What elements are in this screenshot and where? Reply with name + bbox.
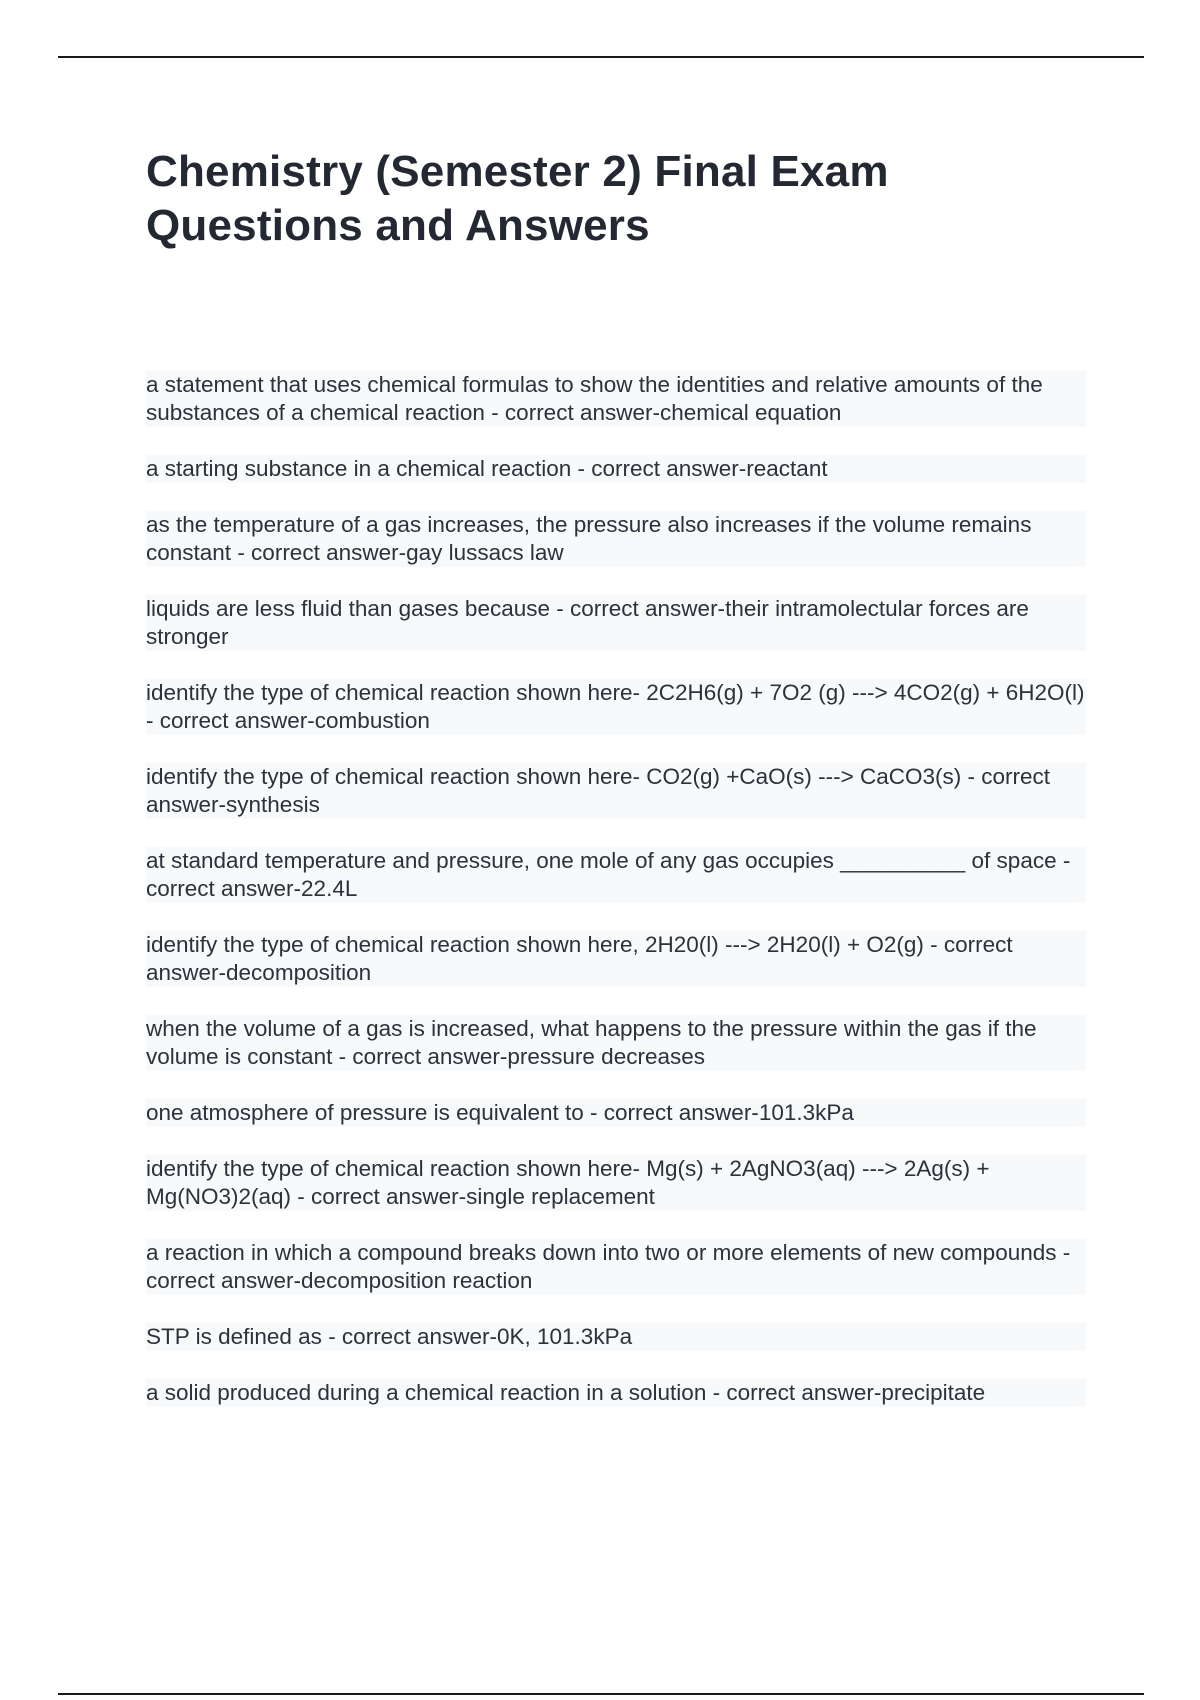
- qa-item: [146, 1379, 1086, 1407]
- answer-separator: - correct answer-: [571, 456, 747, 481]
- qa-item: [146, 1323, 1086, 1351]
- answer-text: reactant: [746, 456, 828, 481]
- answer-separator: - correct answer-: [583, 1100, 759, 1125]
- question-text: a solid produced during a chemical reaction in a solution: [146, 1380, 707, 1405]
- qa-item: [146, 763, 1086, 819]
- answer-separator: - correct answer-: [146, 708, 315, 733]
- question-text: identify the type of chemical reaction shown here, 2H20(l) ---> 2H20(l) + O2(g): [146, 932, 924, 957]
- answer-separator: - correct answer-: [146, 764, 1051, 817]
- question-text: as the temperature of a gas increases, the pressure also increases if the volume remains constant: [146, 512, 1032, 565]
- answer-text: 22.4L: [301, 876, 358, 901]
- qa-item: [146, 595, 1086, 651]
- answer-text: precipitate: [881, 1380, 986, 1405]
- qa-item: [146, 847, 1086, 903]
- answer-text: their intramolectular forces are stronger: [146, 596, 1029, 649]
- question-text: identify the type of chemical reaction shown here- Mg(s) + 2AgNO3(aq) ---> 2Ag(s) + Mg(NO3)2(aq): [146, 1156, 990, 1209]
- question-text: a statement that uses chemical formulas to show the identities and relative amounts of the substances of a chemical reaction: [146, 372, 1043, 425]
- answer-separator: - correct answer-: [550, 596, 726, 621]
- answer-separator: - correct answer-: [146, 932, 1013, 985]
- qa-item: [146, 1015, 1086, 1071]
- qa-list: [146, 371, 1086, 1435]
- bottom-rule: [58, 1693, 1144, 1695]
- answer-text: decomposition: [226, 960, 372, 985]
- qa-item: [146, 679, 1086, 735]
- answer-text: chemical equation: [659, 400, 842, 425]
- question-text: identify the type of chemical reaction shown here- 2C2H6(g) + 7O2 (g) ---> 4CO2(g) + 6H2O(l): [146, 680, 1085, 705]
- qa-item: [146, 1155, 1086, 1211]
- question-text: one atmosphere of pressure is equivalent to: [146, 1100, 584, 1125]
- question-text: liquids are less fluid than gases because: [146, 596, 551, 621]
- qa-item: [146, 371, 1086, 427]
- answer-separator: - correct answer-: [146, 1240, 1071, 1293]
- qa-item: [146, 1239, 1086, 1295]
- answer-text: synthesis: [226, 792, 320, 817]
- answer-text: 101.3kPa: [758, 1100, 854, 1125]
- question-text: STP is defined as: [146, 1324, 322, 1349]
- answer-text: pressure decreases: [507, 1044, 705, 1069]
- answer-separator: - correct answer-: [706, 1380, 882, 1405]
- question-text: when the volume of a gas is increased, what happens to the pressure within the gas if the volume is constant: [146, 1016, 1037, 1069]
- document-body: [146, 145, 1086, 1435]
- qa-item: [146, 511, 1086, 567]
- answer-separator: - correct answer-: [484, 400, 660, 425]
- answer-separator: - correct answer-: [231, 540, 407, 565]
- qa-item: [146, 455, 1086, 483]
- question-text: at standard temperature and pressure, one mole of any gas occupies __________ of space: [146, 848, 1057, 873]
- answer-text: single replacement: [466, 1184, 655, 1209]
- question-text: a starting substance in a chemical reaction: [146, 456, 572, 481]
- document-title: Chemistry (Semester 2) Final Exam Questions and Answers: [146, 147, 889, 250]
- answer-separator: - correct answer-: [321, 1324, 497, 1349]
- qa-item: [146, 1099, 1086, 1127]
- top-rule: [58, 56, 1144, 58]
- answer-text: gay lussacs law: [406, 540, 564, 565]
- answer-text: 0K, 101.3kPa: [496, 1324, 633, 1349]
- qa-item: [146, 931, 1086, 987]
- question-text: identify the type of chemical reaction shown here- CO2(g) +CaO(s) ---> CaCO3(s): [146, 764, 962, 789]
- answer-separator: - correct answer-: [146, 848, 1071, 901]
- answer-separator: - correct answer-: [332, 1044, 508, 1069]
- answer-text: combustion: [314, 708, 430, 733]
- answer-separator: - correct answer-: [291, 1184, 467, 1209]
- answer-text: decomposition reaction: [301, 1268, 533, 1293]
- question-text: a reaction in which a compound breaks down into two or more elements of new compounds: [146, 1240, 1057, 1265]
